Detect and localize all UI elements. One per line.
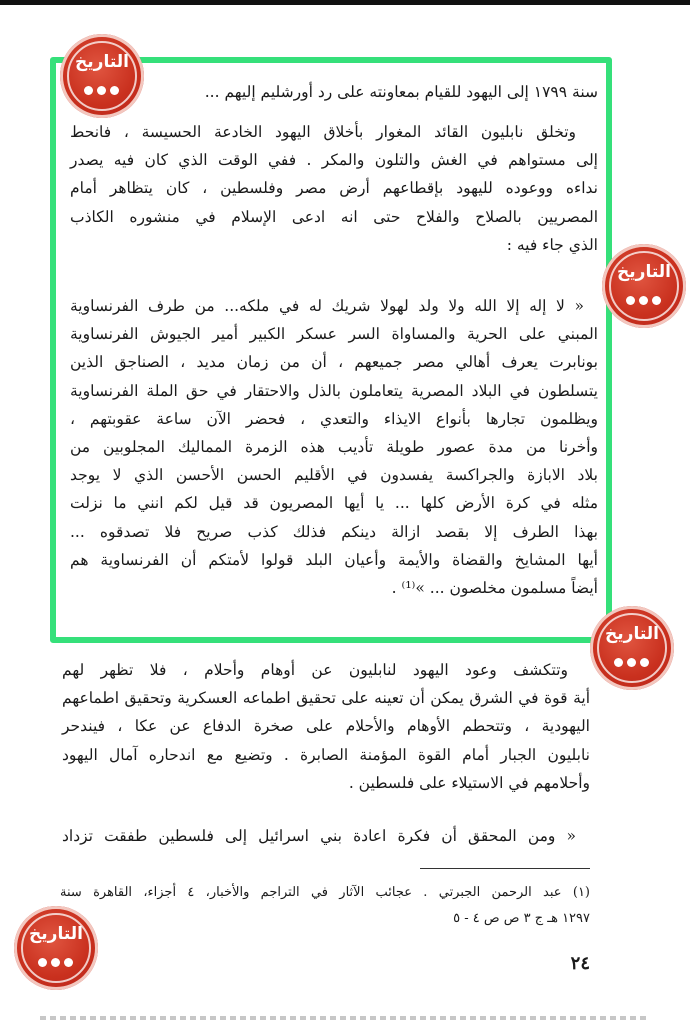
text-line: « ومن المحقق أن فكرة اعادة بني اسرائيل إلى فلسطين طفقت تزداد bbox=[62, 827, 576, 845]
text-line: وأحلامهم في الاستيلاء على فلسطين . bbox=[348, 773, 590, 792]
text-line: وتخلق نابليون القائد المغوار بأخلاق اليهود الخادعة الحسيسة ، فانحط bbox=[70, 123, 576, 141]
text-line: وتتكشف وعود اليهود لنابليون عن أوهام وأحلام ، فلا تظهر لهم bbox=[62, 661, 568, 679]
text-line: بلاد الابازة والجراكسة يفسدون في الأقليم الحسن الأحسن الذي لا يوجد bbox=[70, 466, 598, 485]
scan-bottom-edge bbox=[40, 1016, 650, 1020]
quote-opening-line bbox=[62, 822, 590, 850]
footnote-divider bbox=[420, 868, 590, 869]
footnote bbox=[60, 880, 590, 932]
footnote-line: ١٢٩٧ هـ ج ٣ ص ص ٤ - ٥ bbox=[453, 911, 590, 926]
text-line: المصريين بالصلاح والفلاح حتى انه ادعى الإسلام في منشوره الكاذب bbox=[70, 207, 598, 226]
text-line: ويظلمون تجارها بأنواع الايذاء والتعدي ، فحضر الآن ساعة عقوبتهم ، bbox=[70, 409, 598, 428]
paragraph-jewish-promises bbox=[62, 656, 590, 797]
text-line: الذي جاء فيه : bbox=[506, 235, 598, 254]
text-line: « لا إله إلا الله ولا ولد لهولا شريك له في ملكه... من طرف الفرنساوية bbox=[70, 297, 584, 315]
text-line: أيضاً مسلمون مخلصون ... »⁽¹⁾ . bbox=[391, 579, 598, 598]
scan-top-edge bbox=[0, 0, 690, 5]
page-number: ٢٤ bbox=[570, 953, 590, 974]
watermark-stamp-logo: التاريخ bbox=[602, 244, 686, 328]
text-line: سنة ١٧٩٩ إلى اليهود للقيام بمعاونته على رد أورشليم إليهم ... bbox=[204, 83, 598, 101]
text-line: المبني على الحرية والمساواة السر عسكر الكبير أمير الجيوش الفرنساوية bbox=[70, 325, 598, 344]
text-line: مثله في كرة الأرض كلها ... يا أيها المصريون قد قيل لكم انني ما نزلت bbox=[70, 494, 598, 513]
text-line: نداءه ووعوده لليهود بإقطاعهم أرض مصر وفلسطين ، كان يتظاهر أمام bbox=[70, 179, 598, 198]
text-line: وأخرنا من مدة عصور طويلة تأديب هذه الزمرة المماليك المجلوبين من bbox=[70, 438, 598, 457]
text-line: بهذا الطرف إلا بقصد ازالة دينكم فذلك كذب صريح فلا تصدقوه ... bbox=[70, 522, 598, 541]
footnote-line: (١) عبد الرحمن الجبرتي . عجائب الآثار في التراجم والأخبار، ٤ أجزاء، القاهرة سنة bbox=[60, 885, 590, 900]
watermark-stamp-logo: التاريخ bbox=[60, 34, 144, 118]
highlight-frame bbox=[50, 57, 612, 643]
watermark-stamp-logo: التاريخ bbox=[14, 906, 98, 990]
text-line: يتسلطون في البلاد المصرية يتعاملون بالذل والاحتقار في حق الملة الفرنساوية bbox=[70, 381, 598, 400]
text-line: بونابرت يعرف أهالي مصر جميعهم ، أن من زمان مديد ، الصناجق الذين bbox=[70, 353, 598, 372]
text-line: إلى مستواهم في الغش والتلون والمكر . ففي الوقت الذي كان فيه يصدر bbox=[70, 151, 598, 170]
text-line: أية قوة في الشرق يمكن أن تعينه على تحقيق اطماعه العسكرية وتحقيق اطماعهم bbox=[62, 689, 590, 708]
watermark-stamp-logo: التاريخ bbox=[590, 606, 674, 690]
text-line: اليهودية ، وتتحطم الأوهام والأحلام على صخرة الدفاع عن عكا ، فيندحر bbox=[62, 717, 590, 736]
text-line: نابليون الجبار أمام القوة المؤمنة الصابرة . وتضيع مع اندحاره آمال اليهود bbox=[62, 745, 590, 764]
text-line: أيها المشايخ والقضاة والأيمة وأعيان البلد قولوا لأمتكم أن الفرنساوية هم bbox=[70, 550, 598, 569]
